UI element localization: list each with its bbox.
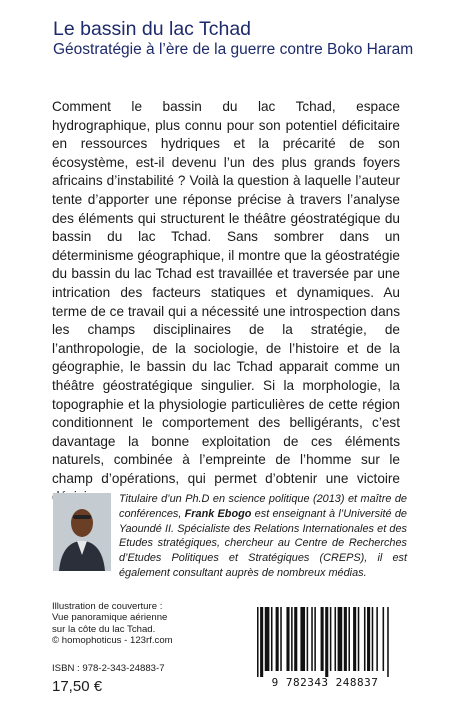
barcode-bar (376, 607, 378, 671)
barcode-bar (265, 607, 270, 671)
barcode-bar (367, 607, 370, 671)
barcode-bar (294, 607, 297, 671)
header (53, 18, 433, 60)
barcode-bar (364, 607, 366, 671)
author-photo (53, 493, 111, 571)
barcode-bar (311, 607, 313, 671)
barcode-bar (321, 607, 324, 671)
author-name: Frank Ebogo (184, 507, 252, 520)
credit-line: Vue panoramique aérienne (52, 612, 168, 624)
barcode-bar (307, 607, 309, 671)
barcode-bar (335, 607, 337, 671)
barcode-bar (353, 607, 356, 671)
isbn: ISBN : 978-2-343-24883-7 (52, 663, 165, 674)
credit-line: sur la côte du lac Tchad. (52, 623, 156, 635)
author-bio-intro: Titulaire d’un Ph.D en science politique (2013) et maître de conférences, (119, 493, 407, 520)
barcode-bar (372, 607, 374, 671)
barcode-bar (325, 607, 328, 677)
barcode-bar (276, 607, 279, 671)
barcode-bar (300, 607, 305, 671)
author-bio-rest: est enseignant à l’Université de Yaoundé II. Spécialiste des Relations Internationales et des Etudes stratégiques, chercheur au Centre de Recherches d’Etudes Politiques et Stratégiques (CREPS), il est également consultant auprès de nombreux médias. (119, 507, 407, 579)
barcode-bar (280, 607, 282, 671)
back-cover-blurb: Comment le bassin du lac Tchad, espace hydrographique, plus connu pour son potentiel déficitaire en ressources hydriques et la précarité de son écosystème, est-il devenu l’un des plus grands foyers africains d’instabilité ? Voilà la question à laquelle l’auteur tente d’apporter une réponse précise à travers l’analyse des éléments qui structurent le théâtre géostratégique du bassin du lac Tchad. Sans sombrer dans un déterminisme géographique, il montre que la géostratégie du bassin du lac Tchad est travaillée et traversée par une intrication des facteurs statiques et dynamiques. Au terme de ce travail qui a nécessité une introspection dans les champs disciplinaires de la stratégie, de l’anthropologie, de la sociologie, de l’histoire et de la géographie, le bassin du lac Tchad apparait comme un théâtre géostratégique singulier. Si la morphologie, la topographie et la physiologie particulières de cette région conditionnent le comportement des belligérants, c’est davantage la bonne exploitation de ces éléments naturels, combinée à l’empreinte de l’homme sur le champ d’opérations, qui permet d’obtenir une victoire (52, 99, 400, 486)
barcode-bar (358, 607, 360, 671)
barcode-digits: 9 782343 248837 (271, 676, 379, 689)
barcode-bar (330, 607, 332, 671)
credit-line: © homophoticus - 123rf.com (52, 635, 173, 647)
barcode-bar (383, 607, 385, 671)
book-subtitle: Géostratégie à l’ère de la guerre contre Boko Haram (53, 41, 414, 58)
barcode-bar (271, 607, 273, 671)
price: 17,50 € (52, 678, 103, 695)
author-bio (119, 492, 407, 581)
barcode-bar (344, 607, 347, 671)
barcode-bar (286, 607, 289, 671)
book-title: Le bassin du lac Tchad (53, 18, 252, 40)
barcode (245, 605, 405, 695)
barcode-bar (314, 607, 316, 671)
barcode-bars (245, 605, 405, 677)
barcode-bar (257, 607, 259, 677)
cover-illustration-credit (52, 601, 212, 647)
barcode-bar (291, 607, 293, 671)
barcode-bar (260, 607, 263, 677)
barcode-bar (387, 607, 389, 677)
credit-line: Illustration de couverture : (52, 601, 163, 612)
barcode-bar (348, 607, 350, 671)
barcode-bar (338, 607, 343, 671)
